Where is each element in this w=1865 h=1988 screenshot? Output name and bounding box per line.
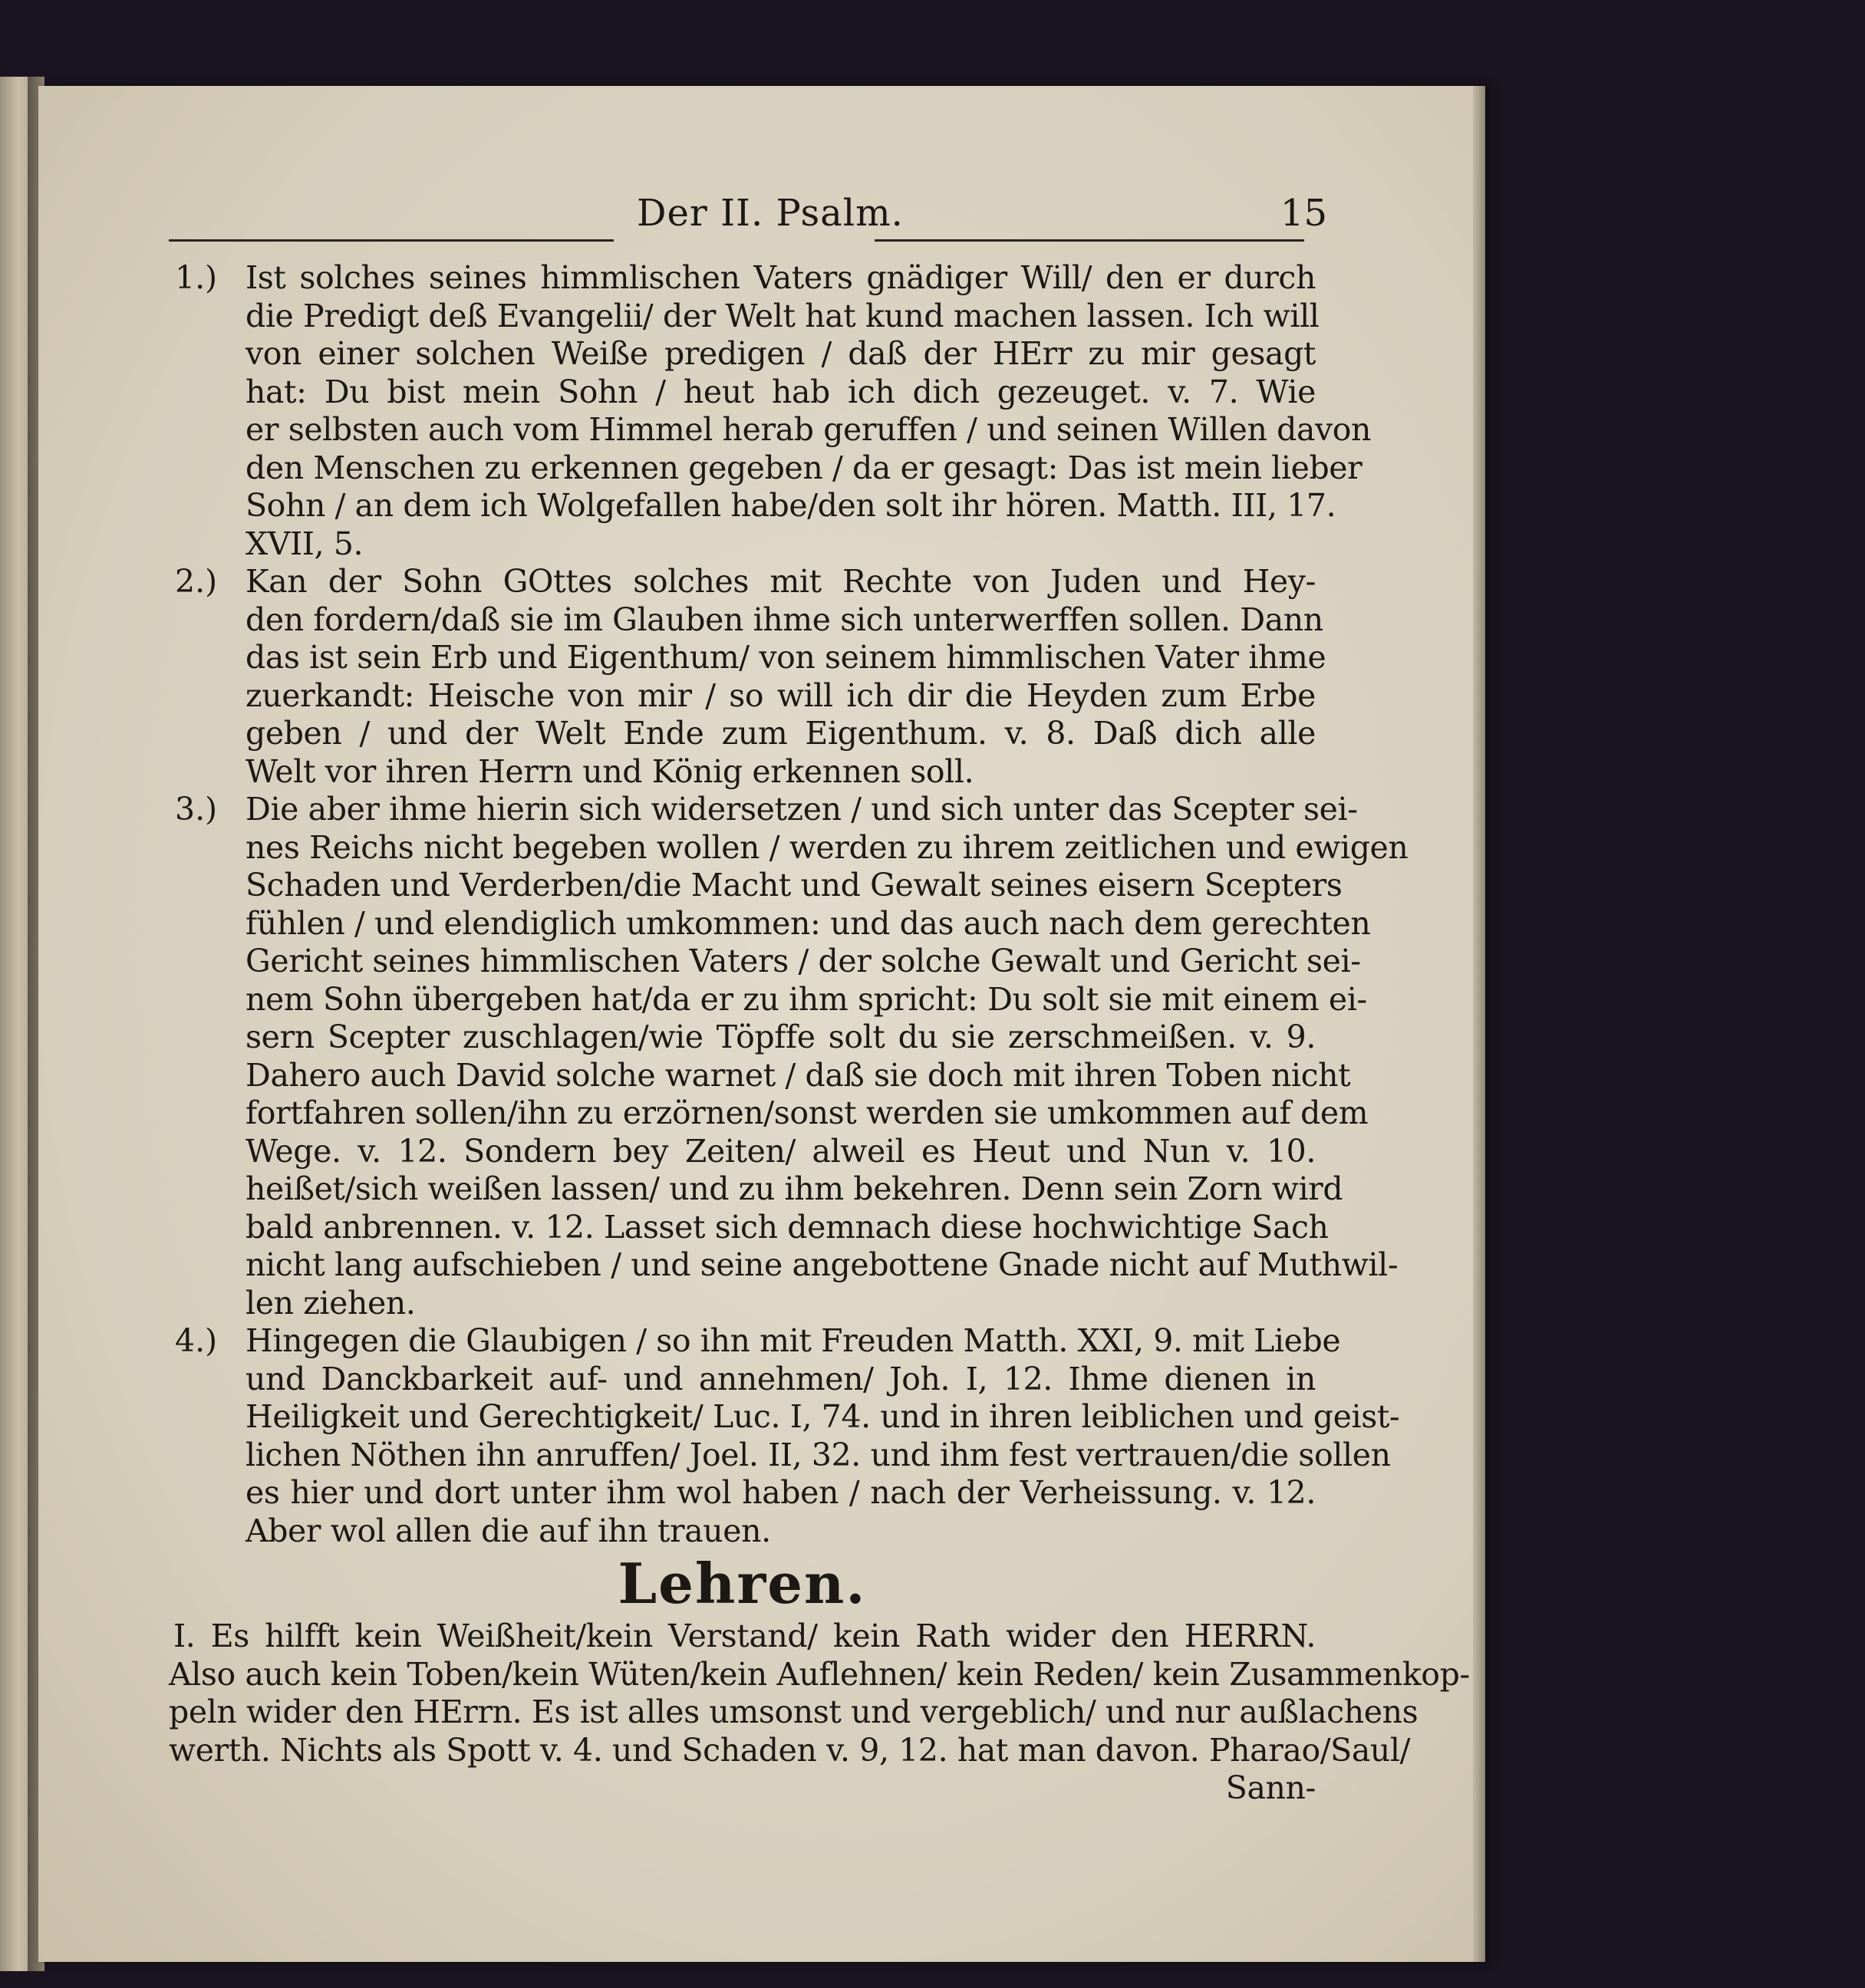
text-line: sern Scepter zuschlagen/wie Töpffe solt du sie zerschmeißen. v. 9. bbox=[245, 1019, 1316, 1055]
text-line: Welt vor ihren Herrn und König erkennen soll. bbox=[245, 752, 974, 790]
text-line: fortfahren sollen/ihn zu erzörnen/sonst werden sie umkommen auf dem bbox=[245, 1094, 1369, 1131]
text-line: Wege. v. 12. Sondern bey Zeiten/ alweil es Heut und Nun v. 10. bbox=[245, 1132, 1316, 1170]
item-number: 4.) bbox=[175, 1322, 218, 1359]
item-1 bbox=[175, 259, 1372, 563]
header-rule-left bbox=[169, 239, 614, 242]
item-3 bbox=[175, 791, 1409, 1322]
text-line: Gericht seines himmlischen Vaters / der solche Gewalt und Gericht sei- bbox=[245, 943, 1361, 979]
item-4 bbox=[175, 1322, 1400, 1550]
page-right-edge bbox=[1473, 86, 1485, 1962]
text-line: lichen Nöthen ihn anruffen/ Joel. II, 32. und ihm fest vertrauen/die sollen bbox=[245, 1436, 1391, 1473]
text-line: heißet/sich weißen lassen/ und zu ihm bekehren. Denn sein Zorn wird bbox=[245, 1170, 1343, 1207]
text-line: Die aber ihme hierin sich widersetzen / und sich unter das Scepter sei- bbox=[245, 791, 1358, 828]
text-line: Dahero auch David solche warnet / daß sie doch mit ihren Toben nicht bbox=[245, 1056, 1351, 1094]
text-line: Also auch kein Toben/kein Wüten/kein Auflehnen/ kein Reden/ kein Zusammenkop- bbox=[169, 1655, 1470, 1693]
text-line: fühlen / und elendiglich umkommen: und das auch nach dem gerechten bbox=[245, 904, 1371, 942]
lehren-section bbox=[169, 1618, 1470, 1808]
left-page-edge bbox=[0, 77, 31, 1971]
item-number: 3.) bbox=[175, 791, 218, 828]
text-line: den fordern/daß sie im Glauben ihme sich unterwerffen sollen. Dann bbox=[245, 601, 1323, 638]
running-header bbox=[169, 192, 1327, 245]
text-line: nes Reichs nicht begeben wollen / werden zu ihrem zeitlichen und ewigen bbox=[245, 828, 1409, 866]
text-line: I. Es hilfft kein Weißheit/kein Verstand/ kein Rath wider den HERRN. bbox=[173, 1618, 1316, 1654]
text-line: nem Sohn übergeben hat/da er zu ihm spricht: Du solt sie mit einem ei- bbox=[245, 980, 1367, 1018]
text-line: Hingegen die Glaubigen / so ihn mit Freuden Matth. XXI, 9. mit Liebe bbox=[245, 1322, 1341, 1359]
header-title: Der II. Psalm. bbox=[637, 192, 904, 235]
text-line: nicht lang aufschieben / und seine angebottene Gnade nicht auf Muthwil- bbox=[245, 1246, 1399, 1283]
item-number: 2.) bbox=[175, 563, 218, 600]
body-text bbox=[169, 259, 1470, 1808]
text-line: Sohn / an dem ich Wolgefallen habe/den solt ihr hören. Matth. III, 17. bbox=[245, 487, 1336, 524]
catchword: Sann- bbox=[1225, 1769, 1316, 1806]
text-line: XVII, 5. bbox=[245, 525, 364, 562]
text-line: es hier und dort unter ihm wol haben / nach der Verheissung. v. 12. bbox=[245, 1474, 1316, 1511]
text-line: bald anbrennen. v. 12. Lasset sich demnach diese hochwichtige Sach bbox=[245, 1208, 1329, 1246]
text-line: er selbsten auch vom Himmel herab geruffen / und seinen Willen davon bbox=[245, 411, 1372, 448]
text-line: das ist sein Erb und Eigenthum/ von seinem himmlischen Vater ihme bbox=[245, 639, 1326, 676]
section-heading: Lehren. bbox=[618, 1551, 867, 1616]
text-line: Kan der Sohn GOttes solches mit Rechte von Juden und Hey- bbox=[245, 563, 1316, 600]
text-line: den Menschen zu erkennen gegeben / da er gesagt: Das ist mein lieber bbox=[245, 449, 1363, 486]
text-line: Ist solches seines himmlischen Vaters gnädiger Will/ den er durch bbox=[245, 259, 1316, 296]
item-number: 1.) bbox=[175, 259, 218, 296]
text-line: die Predigt deß Evangelii/ der Welt hat kund machen lassen. Ich will bbox=[245, 297, 1320, 334]
text-line: von einer solchen Weiße predigen / daß der HErr zu mir gesagt bbox=[245, 335, 1316, 372]
text-line: werth. Nichts als Spott v. 4. und Schaden v. 9, 12. hat man davon. Pharao/Saul/ bbox=[169, 1731, 1411, 1769]
text-line: zuerkandt: Heische von mir / so will ich dir die Heyden zum Erbe bbox=[245, 676, 1316, 714]
item-2 bbox=[175, 563, 1326, 791]
text-line: geben / und der Welt Ende zum Eigenthum. v. 8. Daß dich alle bbox=[245, 715, 1316, 752]
text-line: Schaden und Verderben/die Macht und Gewalt seines eisern Scepters bbox=[245, 867, 1343, 903]
text-line: len ziehen. bbox=[245, 1284, 416, 1321]
text-line: Aber wol allen die auf ihn trauen. bbox=[245, 1512, 771, 1549]
text-line: und Danckbarkeit auf- und annehmen/ Joh. I, 12. Ihme dienen in bbox=[245, 1360, 1316, 1397]
page-number: 15 bbox=[1280, 192, 1327, 235]
text-line: peln wider den HErrn. Es ist alles umsonst und vergeblich/ und nur außlachens bbox=[169, 1693, 1419, 1730]
text-line: hat: Du bist mein Sohn / heut hab ich dich gezeuget. v. 7. Wie bbox=[245, 373, 1316, 410]
header-rule-right bbox=[875, 239, 1304, 242]
text-line: Heiligkeit und Gerechtigkeit/ Luc. I, 74. und in ihren leiblichen und geist- bbox=[245, 1398, 1400, 1435]
